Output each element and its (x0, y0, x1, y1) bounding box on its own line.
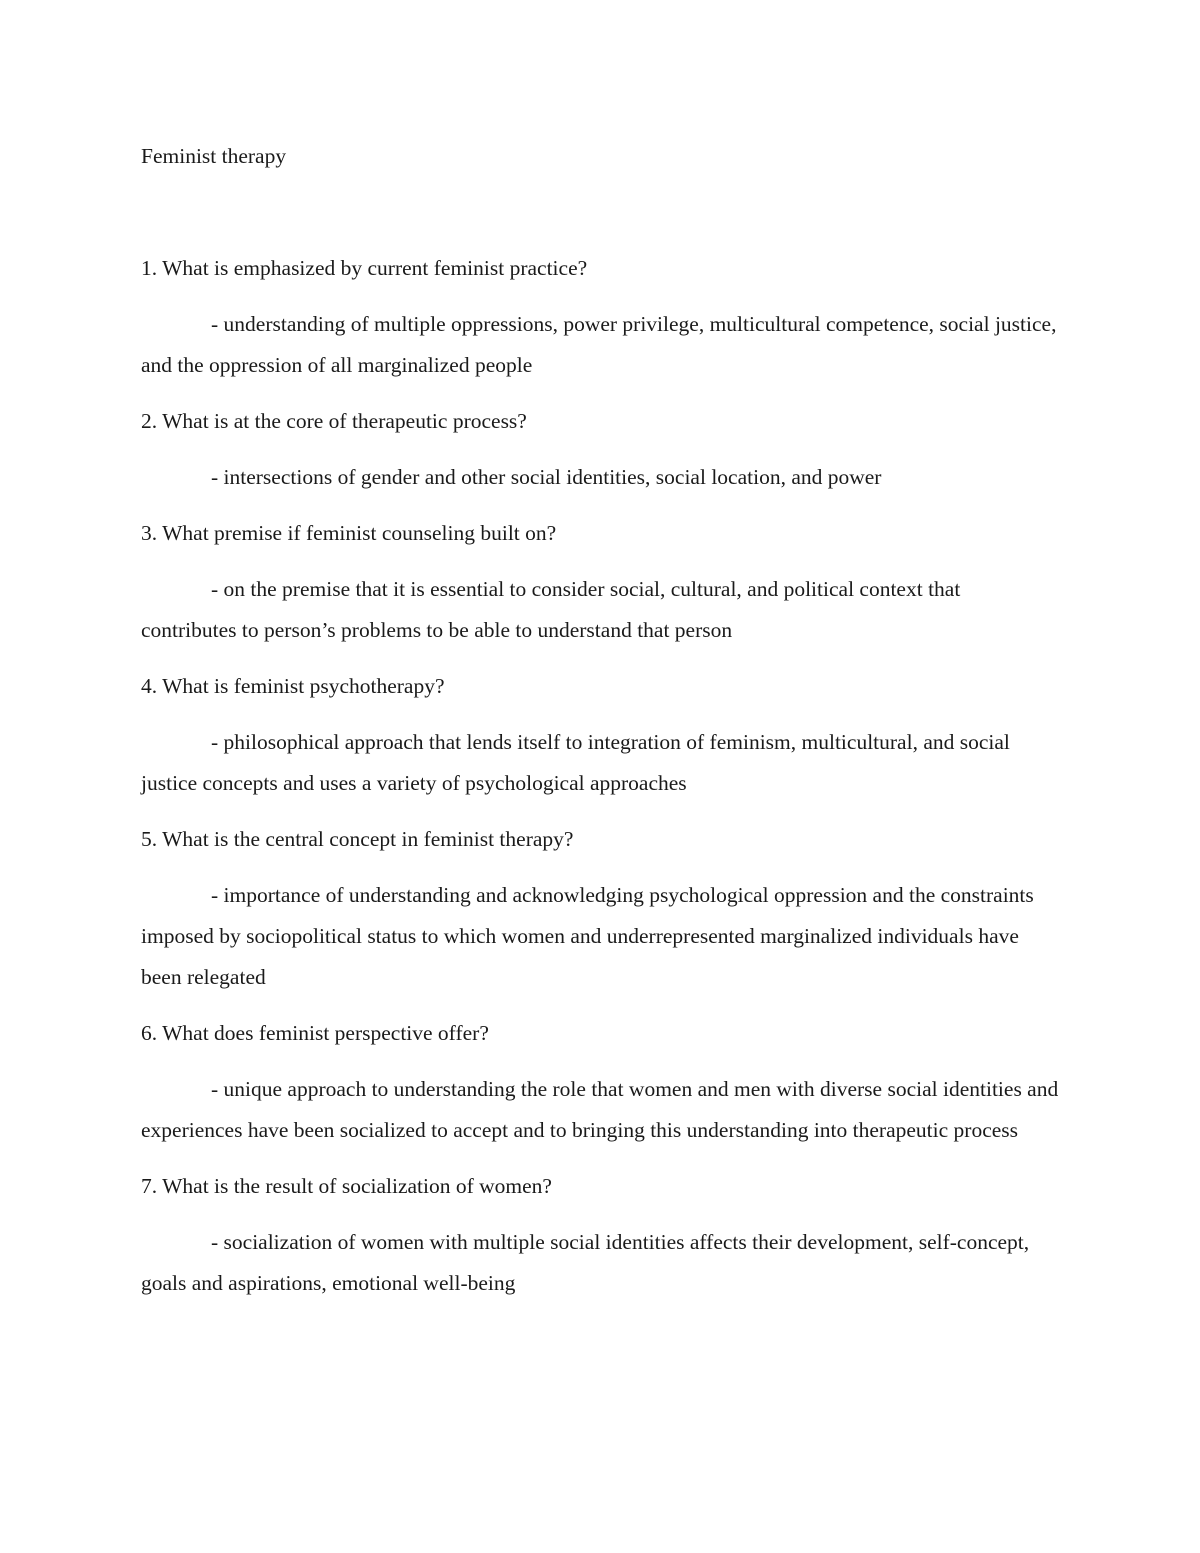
answer-text: - unique approach to understanding the role that women and men with diverse social identities and experiences have been socialized to accept and to bringing this understanding into therapeutic process (141, 1077, 1059, 1142)
qa-item (141, 819, 1061, 998)
document-page (141, 136, 1061, 1319)
answer-text: - intersections of gender and other social identities, social location, and power (211, 465, 882, 489)
qa-item (141, 513, 1061, 651)
question-text: 7. What is the result of socialization of women? (141, 1174, 552, 1198)
answer-text: - philosophical approach that lends itself to integration of feminism, multicultural, and social justice concepts and uses a variety of psychological approaches (141, 730, 1010, 795)
question-text: 5. What is the central concept in feminist therapy? (141, 827, 574, 851)
qa-list (141, 248, 1061, 1304)
qa-item (141, 1166, 1061, 1304)
qa-item (141, 401, 1061, 498)
question-text: 6. What does feminist perspective offer? (141, 1021, 489, 1045)
question-text: 4. What is feminist psychotherapy? (141, 674, 445, 698)
qa-item (141, 248, 1061, 386)
question-text: 3. What premise if feminist counseling built on? (141, 521, 557, 545)
question-text: 1. What is emphasized by current feminist practice? (141, 256, 588, 280)
answer-text: - understanding of multiple oppressions, power privilege, multicultural competence, social justice, and the oppression of all marginalized people (141, 312, 1057, 377)
question-text: 2. What is at the core of therapeutic process? (141, 409, 527, 433)
answer-text: - on the premise that it is essential to consider social, cultural, and political context that contributes to person’s problems to be able to understand that person (141, 577, 961, 642)
qa-item (141, 1013, 1061, 1151)
document-title: Feminist therapy (141, 144, 287, 168)
answer-text: - importance of understanding and acknowledging psychological oppression and the constraints imposed by sociopolitical status to which women and underrepresented marginalized individuals have been relegated (141, 883, 1034, 989)
qa-item (141, 666, 1061, 804)
answer-text: - socialization of women with multiple social identities affects their development, self-concept, goals and aspirations, emotional well-being (141, 1230, 1030, 1295)
